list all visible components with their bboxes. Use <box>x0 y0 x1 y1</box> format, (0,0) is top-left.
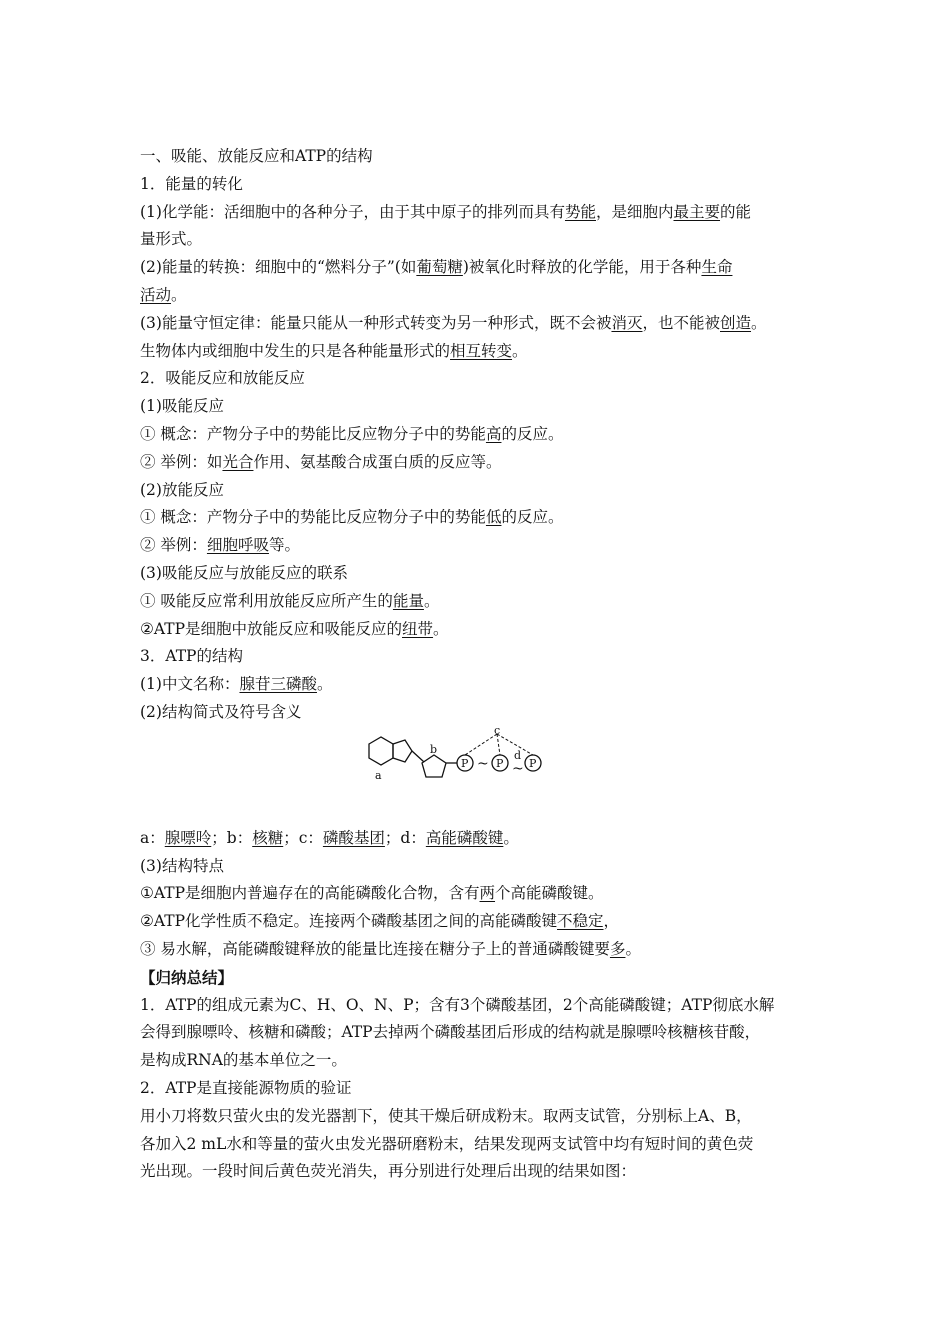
phosphate-2-label: P <box>496 756 504 770</box>
subheading-relation: (3)吸能反应与放能反应的联系 <box>140 563 348 582</box>
heading-atp-structure: 3．ATP的结构 <box>140 647 243 666</box>
feature-1: ①ATP是细胞内普遍存在的高能磷酸化合物，含有两个高能磷酸键。 <box>140 884 604 903</box>
adenine-ring-hexagon <box>369 737 393 765</box>
atp-diagram-svg <box>357 723 567 821</box>
summary-2-line-3: 光出现。一段时间后黄色荧光消失，再分别进行处理后出现的结果如图： <box>140 1162 637 1181</box>
phosphate-3-label: P <box>529 756 537 770</box>
endergonic-example: ② 举例：如光合作用、氨基酸合成蛋白质的反应等。 <box>140 452 502 471</box>
summary-1-line-2: 会得到腺嘌呤、核糖和磷酸；ATP去掉两个磷酸基团后形成的结构就是腺嘌呤核糖核苷酸， <box>140 1023 761 1042</box>
subheading-exergonic: (2)放能反应 <box>140 480 224 499</box>
atp-structure-diagram <box>140 723 820 825</box>
exergonic-concept: ① 概念：产物分子中的势能比反应物分子中的势能低的反应。 <box>140 508 564 527</box>
section-title: 一、吸能、放能反应和ATP的结构 <box>140 147 373 165</box>
summary-2-heading: 2．ATP是直接能源物质的验证 <box>140 1078 352 1097</box>
subheading-features: (3)结构特点 <box>140 856 224 875</box>
ribose-pentagon <box>422 755 446 777</box>
paragraph-energy-conservation: (3)能量守恒定律：能量只能从一种形式转变为另一种形式，既不会被消灭，也不能被创造。 <box>140 313 767 332</box>
summary-2-line-1: 用小刀将数只萤火虫的发光器割下，使其干燥后研成粉末。取两支试管，分别标上A、B， <box>140 1106 752 1125</box>
paragraph-energy-conservation-cont: 生物体内或细胞中发生的只是各种能量形式的相互转变。 <box>140 341 528 360</box>
document-page <box>140 143 820 1186</box>
subheading-endergonic: (1)吸能反应 <box>140 397 224 416</box>
label-a: a <box>375 768 382 782</box>
relation-2: ②ATP是细胞中放能反应和吸能反应的纽带。 <box>140 619 449 638</box>
relation-1: ① 吸能反应常利用放能反应所产生的能量。 <box>140 591 440 610</box>
label-c: c <box>494 723 501 737</box>
paragraph-energy-transform: (2)能量的转换：细胞中的“燃料分子”(如葡萄糖)被氧化时释放的化学能，用于各种生命 <box>140 258 733 277</box>
feature-3: ③ 易水解，高能磷酸键释放的能量比连接在糖分子上的普通磷酸键要多。 <box>140 939 641 958</box>
paragraph-energy-transform-cont: 活动。 <box>140 285 187 304</box>
label-d: d <box>514 748 522 762</box>
summary-heading: 【归纳总结】 <box>140 967 234 987</box>
phosphate-1-label: P <box>461 756 469 770</box>
exergonic-example: ② 举例：细胞呼吸等。 <box>140 536 300 555</box>
atp-chinese-name: (1)中文名称：腺苷三磷酸。 <box>140 675 333 694</box>
heading-energy-conversion: 1．能量的转化 <box>140 174 243 193</box>
paragraph-chemical-energy-cont: 量形式。 <box>140 230 203 249</box>
dashed-line-2 <box>497 734 500 755</box>
summary-1-line-1: 1．ATP的组成元素为C、H、O、N、P；含有3个磷酸基团，2个高能磷酸键；ATP彻底水解 <box>140 995 775 1014</box>
summary-2-line-2: 各加入2 mL水和等量的萤火虫发光器研磨粉末，结果发现两支试管中均有短时间的黄色荧 <box>140 1134 754 1153</box>
atp-formula-heading: (2)结构简式及符号含义 <box>140 702 302 721</box>
heading-reactions: 2．吸能反应和放能反应 <box>140 369 305 388</box>
adenine-ring-pentagon <box>393 740 412 762</box>
summary-1-line-3: 是构成RNA的基本单位之一。 <box>140 1051 347 1070</box>
dashed-line-1 <box>465 734 497 755</box>
base-sugar-bond <box>412 751 424 762</box>
endergonic-concept: ① 概念：产物分子中的势能比反应物分子中的势能高的反应。 <box>140 424 564 443</box>
tilde-1: ~ <box>477 755 489 772</box>
tilde-2: ~ <box>512 760 524 777</box>
paragraph-chemical-energy: (1)化学能：活细胞中的各种分子，由于其中原子的排列而具有势能，是细胞内最主要的能 <box>140 202 752 221</box>
label-b: b <box>430 742 438 756</box>
feature-2: ②ATP化学性质不稳定。连接两个磷酸基团之间的高能磷酸键不稳定， <box>140 912 620 931</box>
diagram-legend: a：腺嘌呤；b：核糖；c：磷酸基团；d：高能磷酸键。 <box>140 828 519 847</box>
